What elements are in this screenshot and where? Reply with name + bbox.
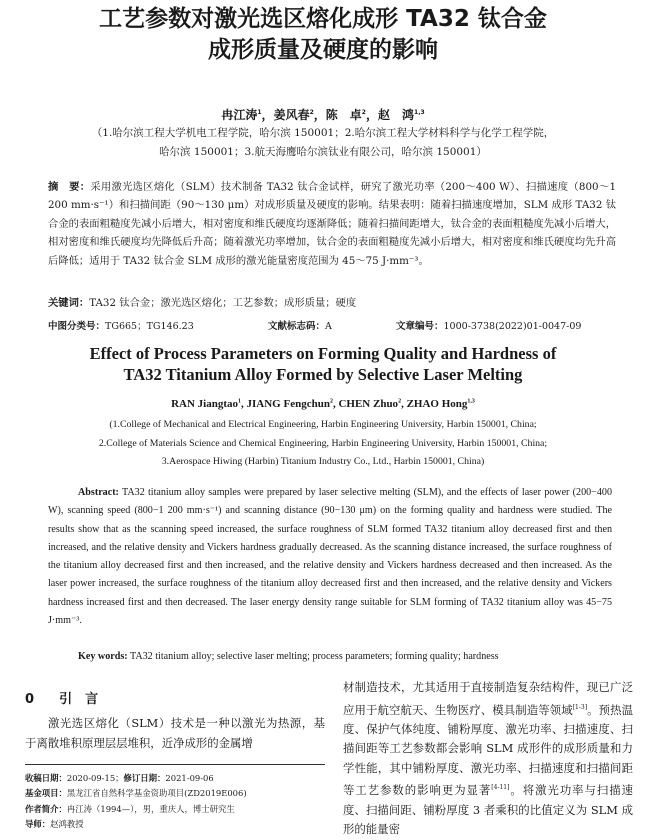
author-en-aff: 2 (329, 398, 333, 405)
revised-date: 2021-09-06 (165, 773, 214, 783)
author-en-name: CHEN Zhuo (338, 398, 399, 410)
title-en-line2: TA32 Titanium Alloy Formed by Selective Laser Melting (123, 365, 523, 384)
author-en-name: ZHAO Hong (406, 398, 468, 410)
citation: [1-3] (572, 703, 588, 711)
intro-right-text-3: 。将激光功率与扫描速度、扫描间距、铺粉厚度 3 者乘积的比值定义为 SLM 成形的能量密 (343, 783, 633, 837)
section-number: 0 (25, 692, 35, 707)
affiliation-en-line: 3.Aerospace Hiwing (Harbin) Titanium Industry Co., Ltd., Harbin 150001, China) (161, 456, 485, 467)
footnote-dates (25, 771, 315, 786)
revised-label: 修订日期： (123, 773, 166, 783)
meta-id (396, 318, 581, 332)
clc-value: TG665；TG146.23 (105, 321, 194, 332)
author-cn-name: 陈 卓 (325, 108, 362, 122)
intro-left-column (25, 714, 325, 753)
keywords-en-label: Key words: (78, 651, 128, 662)
keywords-cn (48, 294, 618, 309)
intro-right-text-2: 。预热温度、保护气体纯度、铺粉厚度、激光功率、扫描速度、扫描间距等工艺参数都会影响 SLM 成形件的成形质量和力学性能，其中铺粉厚度、激光功率、扫描速度和扫描间距等工艺参数的影响更为显著 (343, 702, 633, 798)
authors-cn: 冉江涛$^1$，姜风春$^2$，陈 卓$^2$，赵 鸿$^{1,3}$ (221, 108, 425, 122)
received-label: 收稿日期： (25, 773, 67, 783)
affiliation-en-line: 2.College of Materials Science and Chemical Engineering, Harbin Engineering University, Harbin 150001, China; (98, 437, 548, 449)
citation: [4-11] (491, 784, 510, 792)
title-en (0, 343, 646, 385)
footnote-advisor (25, 817, 315, 832)
author-cn-aff: 2 (309, 109, 314, 116)
title-cn-line1: 工艺参数对激光选区熔化成形 TA32 钛合金 (99, 6, 547, 32)
author-cn-name: 姜风春 (273, 108, 310, 122)
abstract-cn (48, 178, 616, 270)
meta-doc (268, 318, 332, 332)
author-en-name: JIANG Fengchun (246, 398, 330, 410)
fund-label: 基金项目： (25, 788, 67, 799)
doc-value: A (325, 321, 332, 332)
affiliations-en (0, 416, 646, 472)
title-en-line1: Effect of Process Parameters on Forming Quality and Hardness of (89, 344, 557, 363)
footnote (25, 771, 315, 832)
keywords-cn-label: 关键词： (48, 297, 90, 309)
fund-value: 黑龙江省自然科学基金资助项目(ZD2019E006) (66, 788, 247, 799)
abstract-cn-text: 采用激光选区熔化（SLM）技术制备 TA32 钛合金试样，研究了激光功率（200～400 W）、扫描速度（800～1 200 mm·s⁻¹）和扫描间距（90～130 μm）对成形质量及硬度的影响。结果表明：随着扫描速度增加，SLM 成形 TA32 钛合金的表面粗糙度先减小后增大，相对密度和维氏硬度均逐渐降低；随着扫描间距增大，钛合金的表面粗糙度先减小后增大，相对密度和维氏硬度均先降低后升高；随着激光功率增加，钛合金的表面粗糙度先减小后增大，相对密度和维氏硬度均先升高后降低；适用于 TA32 钛合金 SLM 成形的激光能量密度范围为 45～75 J·mm⁻³。 (48, 181, 617, 267)
keywords-cn-text: TA32 钛合金；激光选区熔化；工艺参数；成形质量；硬度 (89, 297, 357, 309)
keywords-en-text: TA32 titanium alloy; selective laser melting; process parameters; forming quality; hardness (129, 651, 499, 662)
keywords-en (48, 648, 612, 666)
affiliations-cn (0, 124, 646, 162)
author-cn-name: 赵 鸿 (378, 108, 415, 122)
title-cn-line2: 成形质量及硬度的影响 (208, 37, 438, 63)
author-en-aff: 1 (238, 398, 242, 405)
advisor-label: 导师： (25, 818, 51, 829)
intro-left-text: 激光选区熔化（SLM）技术是一种以激光为热源，基于离散堆积原理层层堆积，近净成形的金属增 (25, 716, 325, 750)
abstract-cn-label: 摘 要： (48, 181, 91, 193)
advisor-value: 赵鸿教授 (50, 818, 84, 829)
author-cn-name: 冉江涛 (221, 108, 258, 122)
intro-right-text-1: 材制造技术，尤其适用于直接制造复杂结构件，现已广泛应用于航空航天、生物医疗、模具制造等领域 (343, 680, 633, 717)
author-bio-value: 冉江涛（1994—），男，重庆人，博士研究生 (66, 803, 235, 814)
footnote-fund (25, 786, 315, 801)
intro-right-column (343, 678, 633, 840)
clc-label: 中图分类号： (48, 321, 106, 332)
section-title: 引 言 (59, 692, 99, 707)
affiliation-cn-line: （1.哈尔滨工程大学机电工程学院，哈尔滨 150001；2.哈尔滨工程大学材料科学与化学工程学院， (91, 127, 555, 139)
abstract-en-text: TA32 titanium alloy samples were prepared by laser selective melting (SLM), and the effects of laser power (200−400 W), scanning speed (800−1 200 mm·s⁻¹) and scanning distance (90−130 μm) on the forming quality and hardness were studied. The results show that as the scanning speed increased, the surface roughness of SLM formed TA32 titanium alloy decreased first and then increased, and the relative density and Vickers hardness gradually decreased. As the scanning distance increased, the surface roughness of the titanium alloy decreased first and then increased, and the relative density and Vickers hardness decreased and then increased. As the laser power increased, the surface roughness of the titanium alloy decreased first and then increased, and the relative density and Vickers hardness increased first and then decreased. The laser energy density range suitable for SLM forming of TA32 titanium alloy was 45−75 J·mm⁻³. (48, 487, 612, 627)
author-en-name: RAN Jiangtao (171, 398, 239, 410)
author-cn-aff: 2 (361, 109, 366, 116)
id-value: 1000-3738(2022)01-0047-09 (443, 321, 582, 332)
id-label: 文章编号： (396, 321, 444, 332)
received-date: 2020-09-15； (66, 773, 124, 783)
title-cn (0, 4, 646, 66)
affiliation-en-line: (1.College of Mechanical and Electrical Engineering, Harbin Engineering University, Harbin 150001, China; (109, 419, 537, 430)
author-cn-aff: 1 (257, 109, 262, 116)
footnote-author (25, 802, 315, 817)
doc-label: 文献标志码： (268, 321, 326, 332)
abstract-en (48, 484, 612, 630)
author-en-aff: 1,3 (467, 398, 475, 405)
section-heading (25, 688, 98, 707)
author-bio-label: 作者简介： (25, 803, 67, 814)
abstract-en-label: Abstract: (78, 487, 119, 498)
author-en-aff: 2 (398, 398, 402, 405)
affiliation-cn-line: 哈尔滨 150001；3.航天海鹰哈尔滨钛业有限公司，哈尔滨 150001） (159, 146, 487, 158)
authors-en: RAN Jiangtao$^1$, JIANG Fengchun$^2$, CHEN Zhuo$^2$, ZHAO Hong$^{1,3}$ (171, 398, 475, 410)
footnote-divider (25, 764, 325, 765)
meta-clc (48, 318, 194, 332)
author-cn-aff: 1,3 (414, 109, 425, 116)
